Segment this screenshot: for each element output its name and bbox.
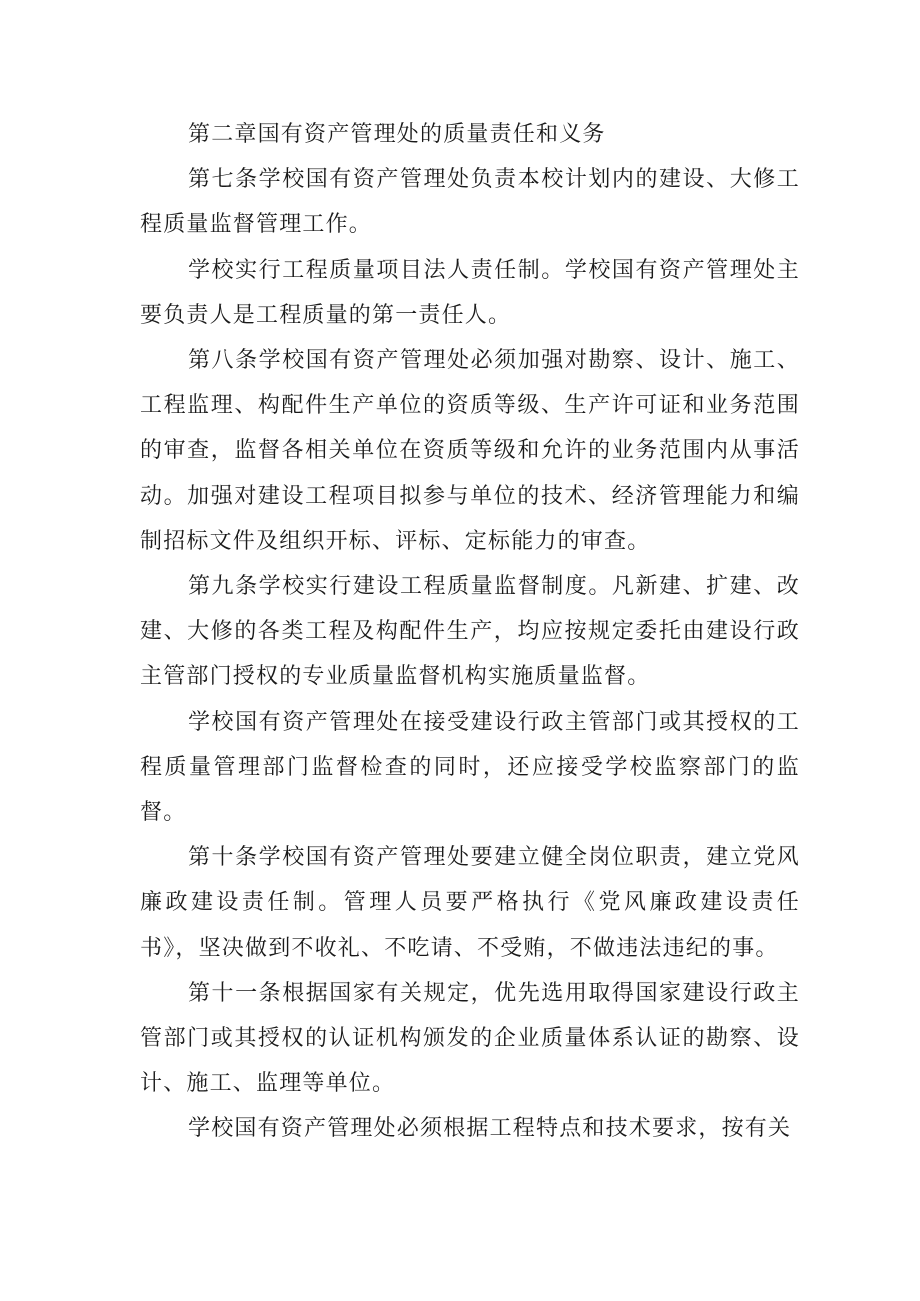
paragraph-legal-person-responsibility: 学校实行工程质量项目法人责任制。学校国有资产管理处主要负责人是工程质量的第一责任人。 <box>140 257 800 328</box>
paragraph-article-10: 第十条学校国有资产管理处要建立健全岗位职责，建立党风廉政建设责任制。管理人员要严格执行《党风廉政建设责任书》，坚决做到不收礼、不吃请、不受贿，不做违法违纪的事。 <box>140 845 800 961</box>
paragraph-article-9: 第九条学校实行建设工程质量监督制度。凡新建、扩建、改建、大修的各类工程及构配件生产，均应按规定委托由建设行政主管部门授权的专业质量监督机构实施质量监督。 <box>140 574 800 690</box>
paragraph-article-8: 第八条学校国有资产管理处必须加强对勘察、设计、施工、工程监理、构配件生产单位的资质等级、生产许可证和业务范围的审查，监督各相关单位在资质等级和允许的业务范围内从事活动。加强对建设工程项目拟参与单位的技术、经济管理能力和编制招标文件及组织开标、评标、定标能力的审查。 <box>140 348 800 554</box>
paragraph-article-11: 第十一条根据国家有关规定，优先选用取得国家建设行政主管部门或其授权的认证机构颁发的企业质量体系认证的勘察、设计、施工、监理等单位。 <box>140 980 800 1097</box>
paragraph-continuation: 学校国有资产管理处必须根据工程特点和技术要求，按有关 <box>188 1116 792 1142</box>
paragraph-article-7: 第七条学校国有资产管理处负责本校计划内的建设、大修工程质量监督管理工作。 <box>140 167 800 238</box>
document-body <box>140 112 800 1152</box>
chapter-heading: 第二章国有资产管理处的质量责任和义务 <box>188 122 606 147</box>
paragraph-supervision: 学校国有资产管理处在接受建设行政主管部门或其授权的工程质量管理部门监督检查的同时，还应接受学校监察部门的监督。 <box>140 709 800 826</box>
